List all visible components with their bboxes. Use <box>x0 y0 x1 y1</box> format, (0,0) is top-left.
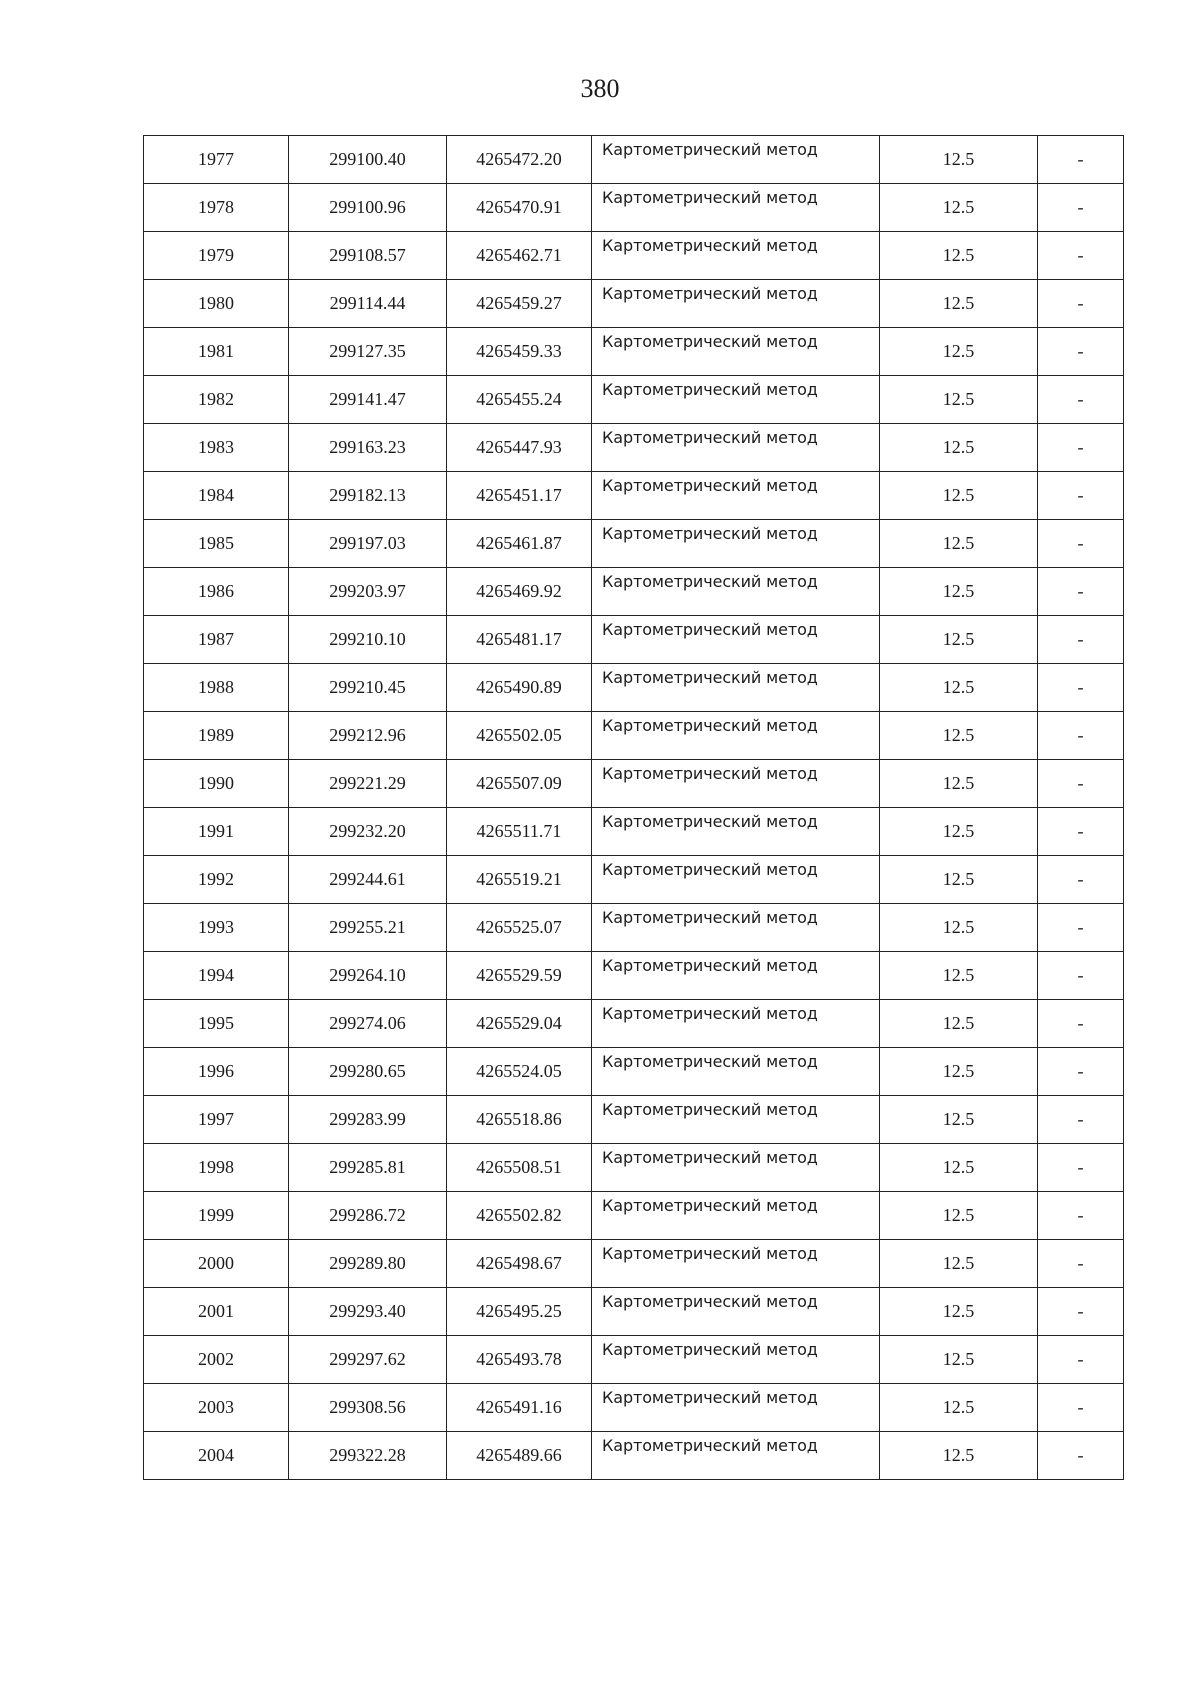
accuracy-cell: 12.5 <box>880 712 1038 760</box>
coordinate-x-cell: 299283.99 <box>289 1096 447 1144</box>
coordinate-y-cell: 4265462.71 <box>447 232 592 280</box>
note-cell: - <box>1038 1000 1124 1048</box>
point-number-cell: 1988 <box>144 664 289 712</box>
coordinate-y-cell: 4265508.51 <box>447 1144 592 1192</box>
accuracy-cell: 12.5 <box>880 1336 1038 1384</box>
note-cell: - <box>1038 616 1124 664</box>
note-cell: - <box>1038 232 1124 280</box>
table-row <box>144 136 1124 184</box>
coordinate-x-cell: 299308.56 <box>289 1384 447 1432</box>
table-row <box>144 520 1124 568</box>
point-number-cell: 2003 <box>144 1384 289 1432</box>
table-row <box>144 280 1124 328</box>
accuracy-cell: 12.5 <box>880 184 1038 232</box>
coordinate-x-cell: 299280.65 <box>289 1048 447 1096</box>
point-number-cell: 1991 <box>144 808 289 856</box>
note-cell: - <box>1038 856 1124 904</box>
table-row <box>144 1384 1124 1432</box>
accuracy-cell: 12.5 <box>880 904 1038 952</box>
method-cell: Картометрический метод <box>592 184 880 232</box>
point-number-cell: 1999 <box>144 1192 289 1240</box>
point-number-cell: 1980 <box>144 280 289 328</box>
note-cell: - <box>1038 280 1124 328</box>
note-cell: - <box>1038 376 1124 424</box>
method-cell: Картометрический метод <box>592 1144 880 1192</box>
coordinate-x-cell: 299244.61 <box>289 856 447 904</box>
table-row <box>144 904 1124 952</box>
accuracy-cell: 12.5 <box>880 856 1038 904</box>
table-row <box>144 1048 1124 1096</box>
note-cell: - <box>1038 136 1124 184</box>
coordinate-y-cell: 4265489.66 <box>447 1432 592 1480</box>
accuracy-cell: 12.5 <box>880 664 1038 712</box>
accuracy-cell: 12.5 <box>880 376 1038 424</box>
method-cell: Картометрический метод <box>592 1288 880 1336</box>
method-cell: Картометрический метод <box>592 280 880 328</box>
page-number: 380 <box>580 74 620 103</box>
method-cell: Картометрический метод <box>592 856 880 904</box>
table-row <box>144 664 1124 712</box>
coordinate-x-cell: 299100.40 <box>289 136 447 184</box>
table-row <box>144 1096 1124 1144</box>
coordinate-y-cell: 4265502.05 <box>447 712 592 760</box>
table-row <box>144 760 1124 808</box>
table-row <box>144 232 1124 280</box>
coordinate-x-cell: 299203.97 <box>289 568 447 616</box>
note-cell: - <box>1038 1384 1124 1432</box>
point-number-cell: 2004 <box>144 1432 289 1480</box>
coordinate-y-cell: 4265481.17 <box>447 616 592 664</box>
point-number-cell: 1995 <box>144 1000 289 1048</box>
point-number-cell: 2000 <box>144 1240 289 1288</box>
accuracy-cell: 12.5 <box>880 1432 1038 1480</box>
coordinate-y-cell: 4265472.20 <box>447 136 592 184</box>
method-cell: Картометрический метод <box>592 1000 880 1048</box>
coordinate-y-cell: 4265490.89 <box>447 664 592 712</box>
accuracy-cell: 12.5 <box>880 1288 1038 1336</box>
accuracy-cell: 12.5 <box>880 472 1038 520</box>
method-cell: Картометрический метод <box>592 520 880 568</box>
note-cell: - <box>1038 664 1124 712</box>
coordinate-y-cell: 4265461.87 <box>447 520 592 568</box>
coordinate-x-cell: 299293.40 <box>289 1288 447 1336</box>
coordinate-y-cell: 4265455.24 <box>447 376 592 424</box>
coordinate-x-cell: 299289.80 <box>289 1240 447 1288</box>
coordinate-x-cell: 299163.23 <box>289 424 447 472</box>
table-row <box>144 1144 1124 1192</box>
table-row <box>144 952 1124 1000</box>
table-row <box>144 616 1124 664</box>
coordinate-y-cell: 4265491.16 <box>447 1384 592 1432</box>
coordinate-y-cell: 4265495.25 <box>447 1288 592 1336</box>
accuracy-cell: 12.5 <box>880 808 1038 856</box>
coordinate-y-cell: 4265519.21 <box>447 856 592 904</box>
accuracy-cell: 12.5 <box>880 1000 1038 1048</box>
method-cell: Картометрический метод <box>592 1432 880 1480</box>
coordinate-x-cell: 299127.35 <box>289 328 447 376</box>
method-cell: Картометрический метод <box>592 1192 880 1240</box>
method-cell: Картометрический метод <box>592 1096 880 1144</box>
coordinate-x-cell: 299232.20 <box>289 808 447 856</box>
coordinate-y-cell: 4265493.78 <box>447 1336 592 1384</box>
accuracy-cell: 12.5 <box>880 952 1038 1000</box>
point-number-cell: 1998 <box>144 1144 289 1192</box>
point-number-cell: 1990 <box>144 760 289 808</box>
table-row <box>144 1432 1124 1480</box>
point-number-cell: 1981 <box>144 328 289 376</box>
coordinate-x-cell: 299274.06 <box>289 1000 447 1048</box>
note-cell: - <box>1038 1048 1124 1096</box>
point-number-cell: 1994 <box>144 952 289 1000</box>
note-cell: - <box>1038 712 1124 760</box>
coordinate-x-cell: 299322.28 <box>289 1432 447 1480</box>
method-cell: Картометрический метод <box>592 808 880 856</box>
coordinate-x-cell: 299221.29 <box>289 760 447 808</box>
point-number-cell: 2002 <box>144 1336 289 1384</box>
table-row <box>144 712 1124 760</box>
method-cell: Картометрический метод <box>592 136 880 184</box>
table-row <box>144 184 1124 232</box>
accuracy-cell: 12.5 <box>880 616 1038 664</box>
point-number-cell: 1986 <box>144 568 289 616</box>
accuracy-cell: 12.5 <box>880 136 1038 184</box>
table-row <box>144 808 1124 856</box>
note-cell: - <box>1038 424 1124 472</box>
point-number-cell: 1989 <box>144 712 289 760</box>
coordinate-y-cell: 4265451.17 <box>447 472 592 520</box>
coordinate-y-cell: 4265502.82 <box>447 1192 592 1240</box>
note-cell: - <box>1038 1336 1124 1384</box>
coordinate-x-cell: 299286.72 <box>289 1192 447 1240</box>
accuracy-cell: 12.5 <box>880 1192 1038 1240</box>
table-row <box>144 568 1124 616</box>
note-cell: - <box>1038 952 1124 1000</box>
coordinate-x-cell: 299100.96 <box>289 184 447 232</box>
point-number-cell: 1992 <box>144 856 289 904</box>
note-cell: - <box>1038 1432 1124 1480</box>
point-number-cell: 1978 <box>144 184 289 232</box>
coordinate-y-cell: 4265498.67 <box>447 1240 592 1288</box>
note-cell: - <box>1038 472 1124 520</box>
point-number-cell: 1977 <box>144 136 289 184</box>
point-number-cell: 1984 <box>144 472 289 520</box>
accuracy-cell: 12.5 <box>880 1048 1038 1096</box>
note-cell: - <box>1038 568 1124 616</box>
coordinate-y-cell: 4265470.91 <box>447 184 592 232</box>
note-cell: - <box>1038 184 1124 232</box>
accuracy-cell: 12.5 <box>880 328 1038 376</box>
method-cell: Картометрический метод <box>592 616 880 664</box>
table-row <box>144 328 1124 376</box>
table-row <box>144 1192 1124 1240</box>
point-number-cell: 1997 <box>144 1096 289 1144</box>
coordinate-y-cell: 4265529.04 <box>447 1000 592 1048</box>
point-number-cell: 2001 <box>144 1288 289 1336</box>
point-number-cell: 1982 <box>144 376 289 424</box>
note-cell: - <box>1038 520 1124 568</box>
coordinate-x-cell: 299141.47 <box>289 376 447 424</box>
point-number-cell: 1993 <box>144 904 289 952</box>
note-cell: - <box>1038 1096 1124 1144</box>
coordinate-y-cell: 4265525.07 <box>447 904 592 952</box>
coordinate-x-cell: 299197.03 <box>289 520 447 568</box>
coordinate-x-cell: 299255.21 <box>289 904 447 952</box>
note-cell: - <box>1038 328 1124 376</box>
coordinate-x-cell: 299114.44 <box>289 280 447 328</box>
accuracy-cell: 12.5 <box>880 1240 1038 1288</box>
accuracy-cell: 12.5 <box>880 424 1038 472</box>
coordinate-y-cell: 4265469.92 <box>447 568 592 616</box>
note-cell: - <box>1038 904 1124 952</box>
coordinates-table <box>143 135 1124 1480</box>
note-cell: - <box>1038 760 1124 808</box>
table-row <box>144 424 1124 472</box>
accuracy-cell: 12.5 <box>880 520 1038 568</box>
coordinate-y-cell: 4265459.27 <box>447 280 592 328</box>
note-cell: - <box>1038 1288 1124 1336</box>
point-number-cell: 1979 <box>144 232 289 280</box>
accuracy-cell: 12.5 <box>880 1384 1038 1432</box>
note-cell: - <box>1038 808 1124 856</box>
method-cell: Картометрический метод <box>592 232 880 280</box>
accuracy-cell: 12.5 <box>880 280 1038 328</box>
coordinate-x-cell: 299264.10 <box>289 952 447 1000</box>
coordinate-x-cell: 299210.45 <box>289 664 447 712</box>
coordinate-x-cell: 299297.62 <box>289 1336 447 1384</box>
note-cell: - <box>1038 1240 1124 1288</box>
method-cell: Картометрический метод <box>592 664 880 712</box>
table-row <box>144 376 1124 424</box>
table-row <box>144 1336 1124 1384</box>
accuracy-cell: 12.5 <box>880 760 1038 808</box>
table-row <box>144 1000 1124 1048</box>
table-row <box>144 1240 1124 1288</box>
coordinates-table-body <box>144 136 1124 1480</box>
note-cell: - <box>1038 1192 1124 1240</box>
method-cell: Картометрический метод <box>592 424 880 472</box>
method-cell: Картометрический метод <box>592 328 880 376</box>
coordinate-y-cell: 4265447.93 <box>447 424 592 472</box>
coordinate-y-cell: 4265529.59 <box>447 952 592 1000</box>
point-number-cell: 1996 <box>144 1048 289 1096</box>
method-cell: Картометрический метод <box>592 1048 880 1096</box>
method-cell: Картометрический метод <box>592 760 880 808</box>
accuracy-cell: 12.5 <box>880 1096 1038 1144</box>
point-number-cell: 1983 <box>144 424 289 472</box>
method-cell: Картометрический метод <box>592 376 880 424</box>
coordinate-x-cell: 299285.81 <box>289 1144 447 1192</box>
coordinate-y-cell: 4265511.71 <box>447 808 592 856</box>
coordinate-x-cell: 299212.96 <box>289 712 447 760</box>
coordinate-x-cell: 299108.57 <box>289 232 447 280</box>
coordinate-x-cell: 299210.10 <box>289 616 447 664</box>
method-cell: Картометрический метод <box>592 904 880 952</box>
method-cell: Картометрический метод <box>592 712 880 760</box>
method-cell: Картометрический метод <box>592 952 880 1000</box>
accuracy-cell: 12.5 <box>880 568 1038 616</box>
table-row <box>144 472 1124 520</box>
point-number-cell: 1985 <box>144 520 289 568</box>
coordinate-y-cell: 4265524.05 <box>447 1048 592 1096</box>
note-cell: - <box>1038 1144 1124 1192</box>
method-cell: Картометрический метод <box>592 568 880 616</box>
coordinate-y-cell: 4265507.09 <box>447 760 592 808</box>
point-number-cell: 1987 <box>144 616 289 664</box>
table-row <box>144 1288 1124 1336</box>
coordinate-y-cell: 4265518.86 <box>447 1096 592 1144</box>
method-cell: Картометрический метод <box>592 472 880 520</box>
coordinate-y-cell: 4265459.33 <box>447 328 592 376</box>
method-cell: Картометрический метод <box>592 1240 880 1288</box>
method-cell: Картометрический метод <box>592 1336 880 1384</box>
table-row <box>144 856 1124 904</box>
accuracy-cell: 12.5 <box>880 232 1038 280</box>
coordinate-x-cell: 299182.13 <box>289 472 447 520</box>
method-cell: Картометрический метод <box>592 1384 880 1432</box>
accuracy-cell: 12.5 <box>880 1144 1038 1192</box>
